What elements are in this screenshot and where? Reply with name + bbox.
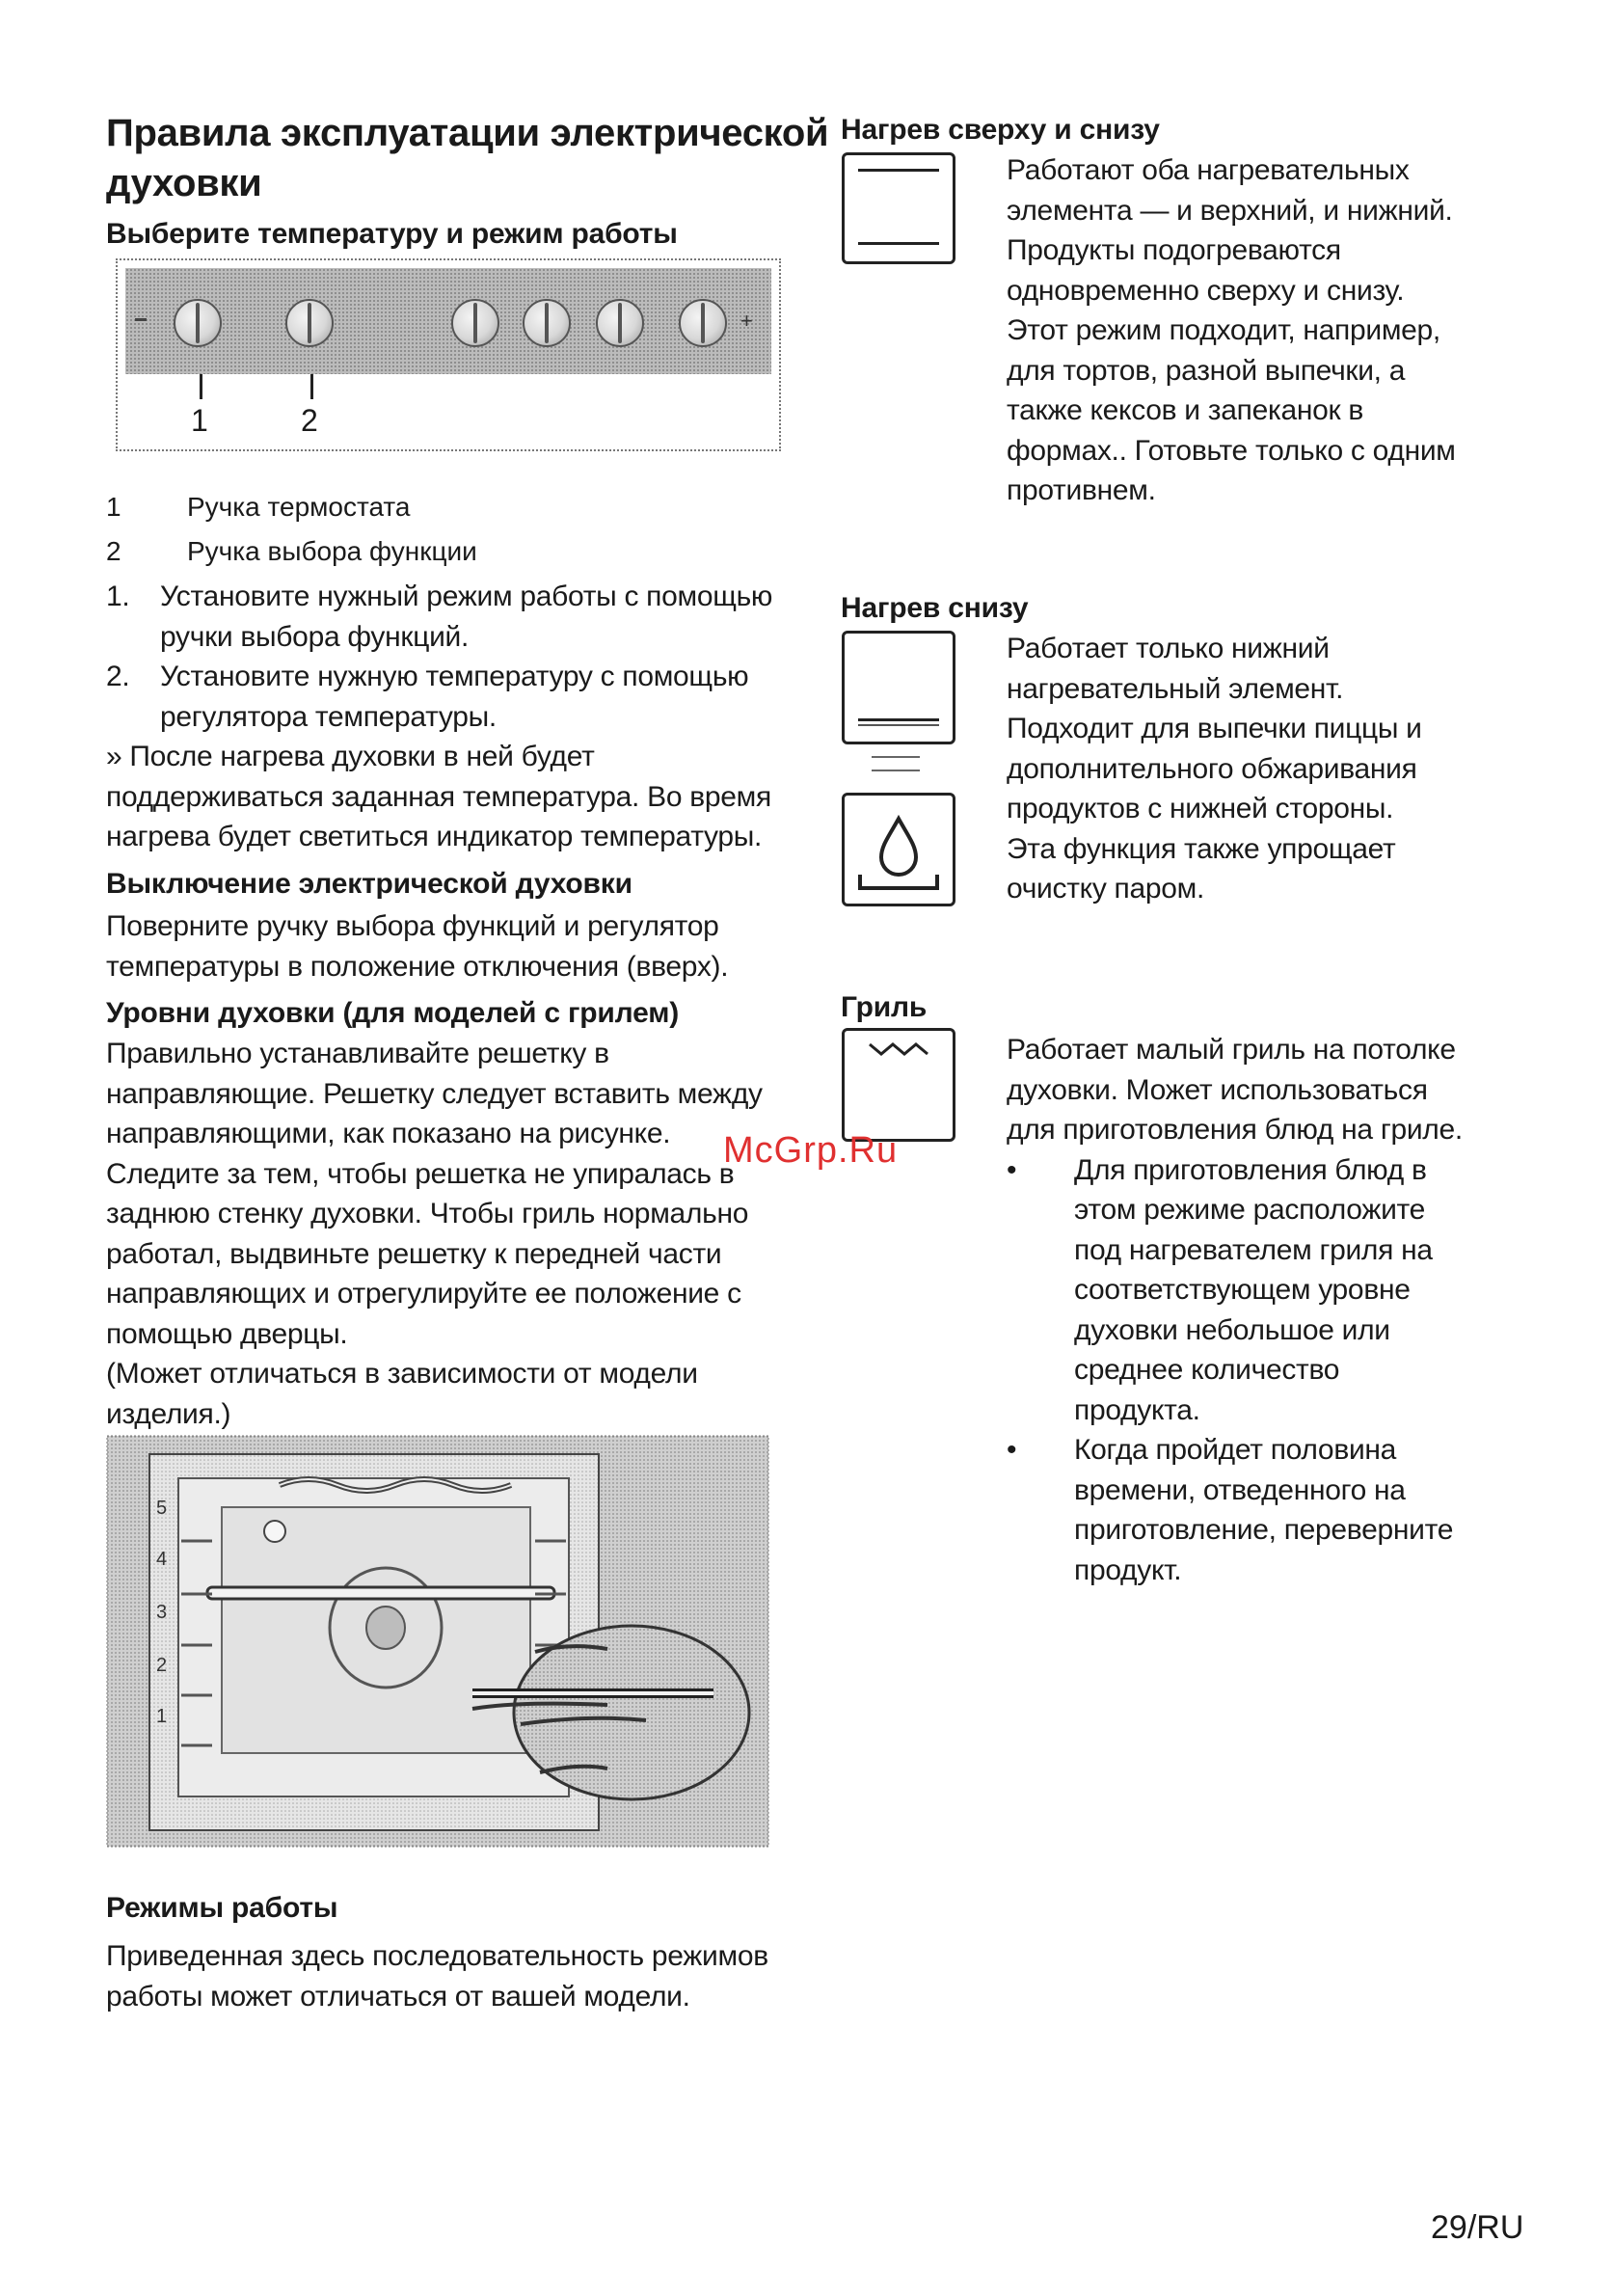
oven-lamp [264, 1521, 285, 1542]
page-title-line1: Правила эксплуатации электрической [106, 112, 829, 154]
off-text [106, 906, 800, 986]
callout-label-2: 2 [301, 403, 318, 438]
knob-body [596, 299, 644, 347]
water-drop-icon [845, 796, 953, 904]
mode-line: дополнительного обжаривания [1007, 752, 1417, 785]
level-label: 2 [156, 1655, 168, 1676]
watermark: McGrp.Ru [723, 1130, 899, 1171]
callout-line-2 [310, 374, 313, 399]
bottom-heater-line2 [858, 724, 939, 726]
mode-line: духовки. Может использоваться [1007, 1073, 1428, 1106]
legend-text: Ручка выбора функции [187, 536, 477, 566]
level-label: 1 [156, 1706, 168, 1727]
knob-body [285, 299, 334, 347]
callout-label-1: 1 [191, 403, 208, 438]
shelf-rack [207, 1587, 554, 1599]
oven-illustration [106, 1435, 769, 1848]
bottom-heater-line [858, 242, 939, 245]
mode-line: Работает малый гриль на потолке [1007, 1034, 1456, 1066]
knob-body [523, 299, 571, 347]
hob-knob [679, 299, 727, 347]
page-number: 29/RU [1431, 2209, 1524, 2246]
bullet-line: Когда пройдет половина [1074, 1434, 1397, 1466]
mode-line: нагревательный элемент. [1007, 672, 1344, 705]
legend-text: Ручка термостата [187, 492, 411, 522]
mode-line: для приготовления блюд на гриле. [1007, 1114, 1463, 1146]
levels-line: Следите за тем, чтобы решетка не упиралась в [106, 1157, 735, 1190]
mode-line: противнем. [1007, 474, 1156, 506]
step-item [106, 577, 800, 617]
modes-line: работы может отличаться от вашей модели. [106, 1980, 690, 2012]
mode-grill-text [1007, 1030, 1585, 1590]
bullet-line: Для приготовления блюд в [1074, 1153, 1427, 1186]
section-modes-heading: Режимы работы [106, 1892, 338, 1924]
legend-num: 1 [106, 492, 121, 522]
levels-line: заднюю стенку духовки. Чтобы гриль нормально [106, 1198, 749, 1229]
after-heat-line: нагрева будет светиться индикатор температуры. [106, 821, 763, 852]
levels-line: (Может отличаться в зависимости от модели [106, 1358, 698, 1390]
mode-grill-title: Гриль [841, 991, 928, 1023]
level-label: 3 [156, 1602, 168, 1623]
knob-body [174, 299, 222, 347]
levels-line: работал, выдвиньте решетку к передней части [106, 1237, 722, 1270]
modes-text [106, 1936, 800, 2016]
section-off-heading: Выключение электрической духовки [106, 868, 632, 900]
bullet-line: среднее количество [1074, 1354, 1340, 1386]
detail-magnifier [514, 1626, 749, 1799]
levels-text [106, 1034, 800, 1434]
bullet-line: продукт. [1074, 1553, 1182, 1586]
step-line: Установите нужную температуру с помощью [160, 661, 749, 692]
mode-bottom-text [1007, 629, 1585, 909]
mode-top-bottom-title: Нагрев сверху и снизу [841, 114, 1160, 146]
callout-line-1 [200, 374, 202, 399]
levels-line: изделия.) [106, 1397, 231, 1430]
bottom-heater-line [858, 718, 939, 721]
mode-line: Работает только нижний [1007, 633, 1330, 664]
grill-icon [842, 1028, 955, 1142]
mode-line: Работают оба нагревательных [1007, 154, 1410, 186]
fan-center [366, 1607, 405, 1649]
oven-interior-figure [106, 1435, 769, 1848]
divider-mark [872, 756, 920, 758]
bullet-text [1074, 1430, 1453, 1590]
bullet-line: времени, отведенного на [1074, 1473, 1406, 1506]
mode-line: элемента — и верхний, и нижний. [1007, 194, 1453, 227]
steps-list [106, 577, 800, 857]
control-panel-figure [116, 258, 781, 451]
bottom-heat-icon [842, 631, 955, 744]
hob-knob [451, 299, 499, 347]
step-line: Установите нужный режим работы с помощью [160, 581, 773, 612]
bullet-line: под нагревателем гриля на [1074, 1233, 1433, 1266]
mode-line: продуктов с нижней стороны. [1007, 793, 1394, 824]
hob-knob [596, 299, 644, 347]
step-line: ручки выбора функций. [160, 620, 470, 653]
mode-top-bottom-text [1007, 150, 1585, 511]
levels-line: направляющих и отрегулируйте ее положение с [106, 1278, 741, 1310]
function-knob [285, 299, 334, 347]
mode-bottom-title: Нагрев снизу [841, 592, 1029, 624]
mode-line: Эта функция также упрощает [1007, 832, 1396, 865]
hob-knob [523, 299, 571, 347]
grill-wave-icon [845, 1031, 953, 1139]
bullet-item [1007, 1150, 1585, 1431]
step-item-cont [106, 697, 800, 738]
knob-body [679, 299, 727, 347]
section-levels-heading: Уровни духовки (для моделей с грилем) [106, 997, 679, 1029]
off-line: Поверните ручку выбора функций и регулятор [106, 910, 719, 942]
levels-line: помощью дверцы. [106, 1317, 348, 1350]
bullet-line: этом режиме расположите [1074, 1194, 1426, 1226]
off-line: температуры в положение отключения (вверх). [106, 950, 729, 983]
mode-line: Продукты подогреваются [1007, 234, 1341, 266]
section-select-heading: Выберите температуру и режим работы [106, 218, 678, 250]
plus-mark: + [740, 309, 753, 333]
page-title [106, 108, 839, 208]
top-bottom-heat-icon [842, 152, 955, 264]
bullet-line: продукта. [1074, 1393, 1200, 1426]
mode-line: одновременно сверху и снизу. [1007, 274, 1405, 307]
top-heater-line [858, 169, 939, 172]
mode-line: для тортов, разной выпечки, а [1007, 354, 1406, 387]
mode-line: Этот режим подходит, например, [1007, 314, 1440, 346]
bullet-symbol: • [1007, 1434, 1017, 1466]
divider-mark-2 [872, 770, 920, 771]
modes-line: Приведенная здесь последовательность режимов [106, 1940, 768, 1972]
levels-line: направляющими, как показано на рисунке. [106, 1118, 671, 1149]
after-heat-line: » После нагрева духовки в ней будет [106, 741, 595, 772]
legend-list [106, 490, 477, 579]
legend-item [106, 534, 477, 579]
thermostat-knob [174, 299, 222, 347]
knob-body [451, 299, 499, 347]
level-label: 4 [156, 1549, 168, 1570]
levels-line: направляющие. Решетку следует вставить между [106, 1077, 763, 1110]
mode-line: также кексов и запеканок в [1007, 394, 1363, 426]
step-item [106, 657, 800, 697]
minus-mark [135, 318, 147, 321]
legend-num: 2 [106, 536, 121, 566]
mode-line: формах.. Готовьте только с одним [1007, 434, 1456, 467]
level-label: 5 [156, 1498, 168, 1519]
step-line: регулятора температуры. [160, 700, 497, 733]
after-heat-line: поддерживаться заданная температура. Во время [106, 780, 771, 813]
step-num: 2. [106, 661, 130, 692]
step-item-cont [106, 617, 800, 658]
levels-line: Правильно устанавливайте решетку в [106, 1038, 609, 1069]
bullet-line: приготовление, переверните [1074, 1514, 1454, 1546]
mode-line: очистку паром. [1007, 873, 1205, 905]
steam-clean-icon [842, 793, 955, 906]
bullet-line: духовки небольшое или [1074, 1313, 1390, 1346]
bullet-line: соответствующем уровне [1074, 1274, 1411, 1306]
legend-item [106, 490, 477, 534]
bullet-symbol: • [1007, 1153, 1017, 1186]
control-strip [125, 268, 771, 374]
bullet-item [1007, 1430, 1585, 1590]
bullet-text [1074, 1150, 1433, 1431]
page-title-line2: духовки [106, 162, 262, 204]
mode-line: Подходит для выпечки пиццы и [1007, 713, 1422, 744]
step-num: 1. [106, 581, 130, 612]
